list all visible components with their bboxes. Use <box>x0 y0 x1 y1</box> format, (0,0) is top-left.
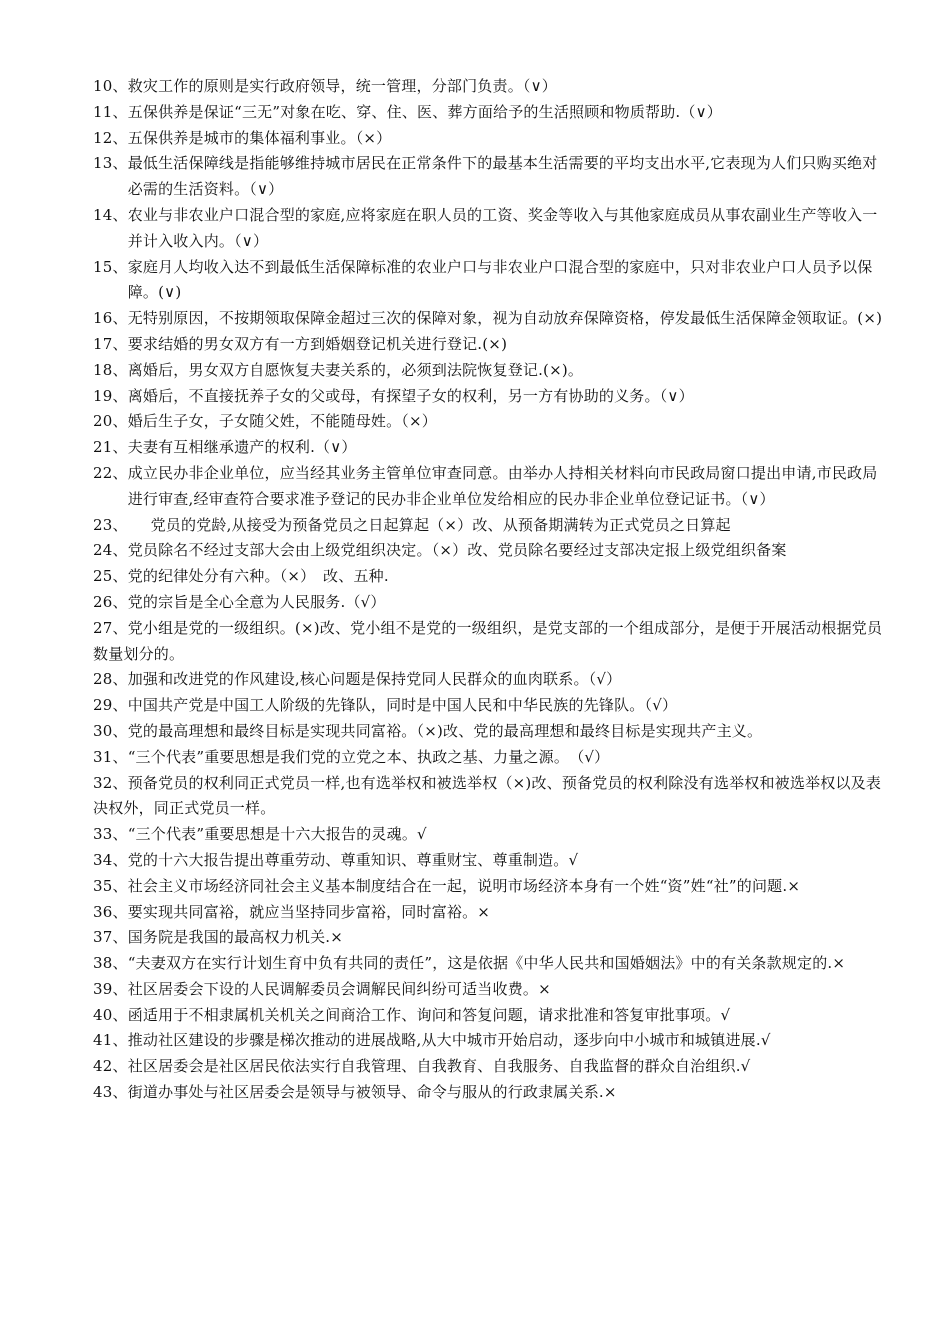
item-number: 33、 <box>93 825 128 844</box>
list-item <box>93 848 883 874</box>
item-text: 无特别原因，不按期领取保障金超过三次的保障对象，视为自动放弃保障资格，停发最低生活保障金领取证。(×) <box>127 309 883 328</box>
item-number: 21、 <box>93 438 128 457</box>
list-item <box>93 100 883 126</box>
item-text: 要实现共同富裕，就应当坚持同步富裕，同时富裕。× <box>127 902 491 921</box>
item-text: 离婚后，不直接抚养子女的父或母，有探望子女的权利，另一方有协助的义务。（∨） <box>127 386 694 405</box>
item-number: 15、 <box>93 257 128 276</box>
list-item <box>93 255 883 307</box>
item-number: 23、 <box>93 515 121 534</box>
item-text: “三个代表”重要思想是我们党的立党之本、执政之基、力量之源。 （√） <box>127 747 610 766</box>
item-text: 推动社区建设的步骤是梯次推动的进展战略,从大中城市开始启动，逐步向中小城市和城镇进展.√ <box>127 1031 771 1050</box>
item-number: 39、 <box>93 979 128 998</box>
item-text: 党的纪律处分有六种。（×） 改、五种. <box>127 567 389 586</box>
item-number: 13、 <box>93 154 128 173</box>
question-list <box>93 74 883 1106</box>
item-number: 16、 <box>93 309 128 328</box>
list-item <box>93 590 883 616</box>
list-item <box>93 151 883 203</box>
item-text: 党的宗旨是全心全意为人民服务.（√） <box>127 592 386 611</box>
item-number: 10、 <box>93 77 128 95</box>
item-text: 救灾工作的原则是实行政府领导，统一管理，分部门负责。（∨） <box>127 77 557 95</box>
list-item <box>93 435 883 461</box>
item-text: 最低生活保障线是指能够维持城市居民在正常条件下的最基本生活需要的平均支出水平,它表现为人们只购买绝对必需的生活资料。（∨） <box>127 154 878 199</box>
item-text: 家庭月人均收入达不到最低生活保障标准的农业户口与非农业户口混合型的家庭中，只对非农业户口人员予以保障。(∨) <box>127 257 873 302</box>
item-number: 28、 <box>93 670 128 689</box>
item-text: 要求结婚的男女双方有一方到婚姻登记机关进行登记.(×) <box>127 334 508 353</box>
item-text: 离婚后，男女双方自愿恢复夫妻关系的，必须到法院恢复登记.(×)。 <box>127 360 584 379</box>
list-item <box>93 564 883 590</box>
list-item <box>93 538 883 564</box>
list-item <box>93 667 883 693</box>
item-number: 41、 <box>93 1031 128 1050</box>
item-text: 党员的党龄,从接受为预备党员之日起算起（×）改、从预备期满转为正式党员之日算起 <box>120 515 731 534</box>
list-item <box>93 1003 883 1029</box>
item-text: 预备党员的权利同正式党员一样,也有选举权和被选举权（×)改、预备党员的权利除没有选举权和被选举权以及表决权外，同正式党员一样。 <box>93 773 882 818</box>
item-text: 加强和改进党的作风建设,核心问题是保持党同人民群众的血肉联系。（√） <box>127 670 622 689</box>
item-text: 街道办事处与社区居委会是领导与被领导、命令与服从的行政隶属关系.× <box>127 1083 617 1102</box>
item-number: 17、 <box>93 334 128 353</box>
item-number: 18、 <box>93 360 128 379</box>
item-text: 党的十六大报告提出尊重劳动、尊重知识、尊重财宝、尊重制造。√ <box>127 850 579 869</box>
item-number: 37、 <box>93 928 128 947</box>
item-text: 社区居委会下设的人民调解委员会调解民间纠纷可适当收费。× <box>127 979 551 998</box>
item-text: 五保供养是城市的集体福利事业。（×） <box>127 128 392 147</box>
item-number: 24、 <box>93 541 128 560</box>
item-number: 43、 <box>93 1083 128 1102</box>
item-text: 夫妻有互相继承遗产的权利.（∨） <box>127 438 357 457</box>
list-item <box>93 306 883 332</box>
item-text: 中国共产党是中国工人阶级的先锋队，同时是中国人民和中华民族的先锋队。（√） <box>127 696 678 715</box>
item-number: 38、 <box>93 954 128 973</box>
item-number: 29、 <box>93 696 128 715</box>
item-number: 11、 <box>93 102 128 121</box>
item-text: “夫妻双方在实行计划生育中负有共同的责任”，这是依据《中华人民共和国婚姻法》中的有关条款规定的.× <box>127 954 846 973</box>
item-number: 35、 <box>93 876 128 895</box>
item-text: 党小组是党的一级组织。(×)改、党小组不是党的一级组织，是党支部的一个组成部分，是便于开展活动根据党员数量划分的。 <box>93 618 883 663</box>
list-item <box>93 977 883 1003</box>
list-item <box>93 1080 883 1106</box>
list-item <box>93 1054 883 1080</box>
item-number: 20、 <box>93 412 128 431</box>
item-text: 婚后生子女，子女随父姓，不能随母姓。（×） <box>127 412 437 431</box>
item-number: 25、 <box>93 567 128 586</box>
item-text: “三个代表”重要思想是十六大报告的灵魂。√ <box>127 825 427 844</box>
item-number: 14、 <box>93 205 128 224</box>
item-number: 22、 <box>93 463 128 482</box>
item-number: 34、 <box>93 850 128 869</box>
item-number: 19、 <box>93 386 128 405</box>
item-number: 36、 <box>93 902 128 921</box>
list-item <box>93 616 883 668</box>
item-number: 27、 <box>93 618 128 637</box>
list-item <box>93 822 883 848</box>
list-item <box>93 126 883 152</box>
list-item <box>93 719 883 745</box>
item-number: 40、 <box>93 1005 128 1024</box>
item-number: 32、 <box>93 773 128 792</box>
item-text: 党员除名不经过支部大会由上级党组织决定。（×）改、党员除名要经过支部决定报上级党组织备案 <box>127 541 787 560</box>
list-item <box>93 925 883 951</box>
item-number: 31、 <box>93 747 128 766</box>
list-item <box>93 951 883 977</box>
list-item <box>93 900 883 926</box>
item-number: 26、 <box>93 592 128 611</box>
list-item <box>93 409 883 435</box>
item-number: 42、 <box>93 1057 128 1076</box>
item-text: 成立民办非企业单位，应当经其业务主管单位审查同意。由举办人持相关材料向市民政局窗口提出申请,市民政局进行审查,经审查符合要求准予登记的民办非企业单位发给相应的民办非企业单位登记证书。（∨） <box>127 463 878 508</box>
list-item <box>93 874 883 900</box>
list-item <box>93 771 883 823</box>
item-text: 社会主义市场经济同社会主义基本制度结合在一起，说明市场经济本身有一个姓“资”姓“社”的问题.× <box>127 876 801 895</box>
list-item <box>93 358 883 384</box>
item-text: 党的最高理想和最终目标是实现共同富裕。（×)改、党的最高理想和最终目标是实现共产主义。 <box>127 721 763 740</box>
item-number: 30、 <box>93 721 128 740</box>
item-text: 社区居委会是社区居民依法实行自我管理、自我教育、自我服务、自我监督的群众自治组织.√ <box>127 1057 751 1076</box>
list-item <box>93 203 883 255</box>
item-text: 农业与非农业户口混合型的家庭,应将家庭在职人员的工资、奖金等收入与其他家庭成员从事农副业生产等收入一并计入收入内。（∨） <box>127 205 878 250</box>
list-item <box>93 384 883 410</box>
list-item <box>93 332 883 358</box>
item-text: 五保供养是保证“三无”对象在吃、穿、住、医、葬方面给予的生活照顾和物质帮助.（∨） <box>127 102 722 121</box>
list-item <box>93 461 883 513</box>
item-text: 国务院是我国的最高权力机关.× <box>127 928 344 947</box>
list-item <box>93 1028 883 1054</box>
list-item <box>93 74 883 100</box>
list-item <box>93 745 883 771</box>
item-number: 12、 <box>93 128 128 147</box>
list-item <box>93 693 883 719</box>
list-item <box>93 513 883 539</box>
item-text: 函适用于不相隶属机关机关之间商洽工作、询问和答复问题，请求批准和答复审批事项。√ <box>127 1005 731 1024</box>
